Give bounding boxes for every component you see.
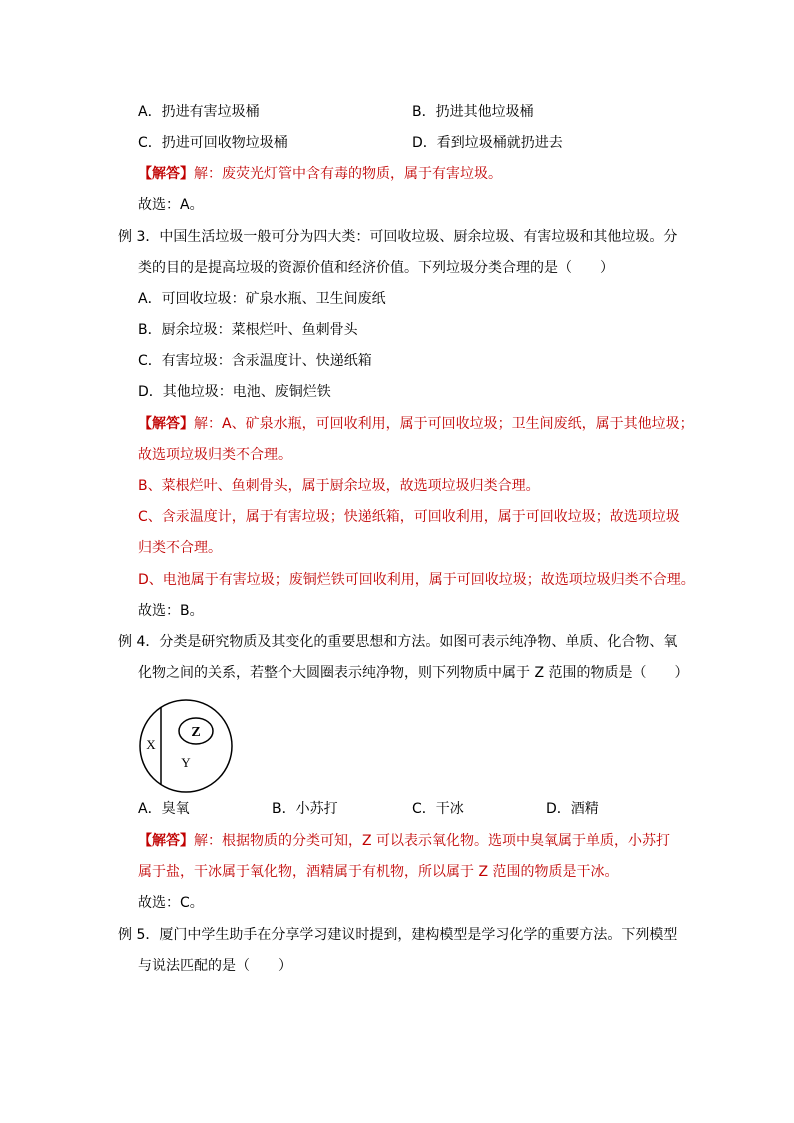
venn-diagram xyxy=(136,697,236,795)
answer-text: 解：废荧光灯管中含有毒的物质，属于有害垃圾。 xyxy=(194,166,502,182)
option-a: A．扔进有害垃圾桶 xyxy=(138,104,260,120)
option-c: C．干冰 xyxy=(412,801,464,817)
answer-text: 属于盐，干冰属于氧化物，酒精属于有机物，所以属于 Z 范围的物质是干冰。 xyxy=(138,864,619,880)
answer-block xyxy=(138,831,670,851)
option-c: C．扔进可回收物垃圾桶 xyxy=(138,135,288,151)
question-stem: 化物之间的关系，若整个大圆圈表示纯净物，则下列物质中属于 Z 范围的物质是（ ） xyxy=(138,665,689,681)
label-z: Z xyxy=(191,725,201,740)
label-y: Y xyxy=(181,755,191,770)
answer-block xyxy=(138,414,694,434)
label-x: X xyxy=(146,737,156,752)
option-b: B．厨余垃圾：菜根烂叶、鱼刺骨头 xyxy=(138,322,358,338)
answer-text: 解：根据物质的分类可知，Z 可以表示氧化物。选项中臭氧属于单质，小苏打 xyxy=(194,833,671,849)
question-stem: 例 3．中国生活垃圾一般可分为四大类：可回收垃圾、厨余垃圾、有害垃圾和其他垃圾。分 xyxy=(118,229,678,245)
question-stem: 类的目的是提高垃圾的资源价值和经济价值。下列垃圾分类合理的是（ ） xyxy=(138,260,614,276)
option-d: D．酒精 xyxy=(546,801,599,817)
answer-tag: 【解答】 xyxy=(138,833,194,849)
choice-text: 故选：A。 xyxy=(138,197,204,213)
answer-text: 归类不合理。 xyxy=(138,540,222,556)
answer-tag: 【解答】 xyxy=(138,416,194,432)
option-a: A．可回收垃圾：矿泉水瓶、卫生间废纸 xyxy=(138,291,386,307)
option-a: A．臭氧 xyxy=(138,801,190,817)
option-b: B．扔进其他垃圾桶 xyxy=(412,104,534,120)
question-stem: 例 5．厦门中学生助手在分享学习建议时提到，建构模型是学习化学的重要方法。下列模型 xyxy=(118,927,678,943)
answer-text: C、含汞温度计，属于有害垃圾；快递纸箱，可回收利用，属于可回收垃圾；故选项垃圾 xyxy=(138,509,680,525)
choice-text: 故选：C。 xyxy=(138,895,204,911)
answer-tag: 【解答】 xyxy=(138,166,194,182)
question-stem: 与说法匹配的是（ ） xyxy=(138,958,292,974)
option-b: B．小苏打 xyxy=(272,801,338,817)
question-stem: 例 4．分类是研究物质及其变化的重要思想和方法。如图可表示纯净物、单质、化合物、氧 xyxy=(118,634,678,650)
answer-text: 解：A、矿泉水瓶，可回收利用，属于可回收垃圾；卫生间废纸，属于其他垃圾； xyxy=(194,416,694,432)
option-c: C．有害垃圾：含汞温度计、快递纸箱 xyxy=(138,353,372,369)
answer-text: 故选项垃圾归类不合理。 xyxy=(138,447,292,463)
option-d: D．看到垃圾桶就扔进去 xyxy=(412,135,563,151)
answer-block xyxy=(138,164,502,184)
answer-text: B、菜根烂叶、鱼刺骨头，属于厨余垃圾，故选项垃圾归类合理。 xyxy=(138,478,540,494)
choice-text: 故选：B。 xyxy=(138,603,204,619)
option-d: D．其他垃圾：电池、废铜烂铁 xyxy=(138,384,331,400)
answer-text: D、电池属于有害垃圾；废铜烂铁可回收利用，属于可回收垃圾；故选项垃圾归类不合理。 xyxy=(138,572,695,588)
